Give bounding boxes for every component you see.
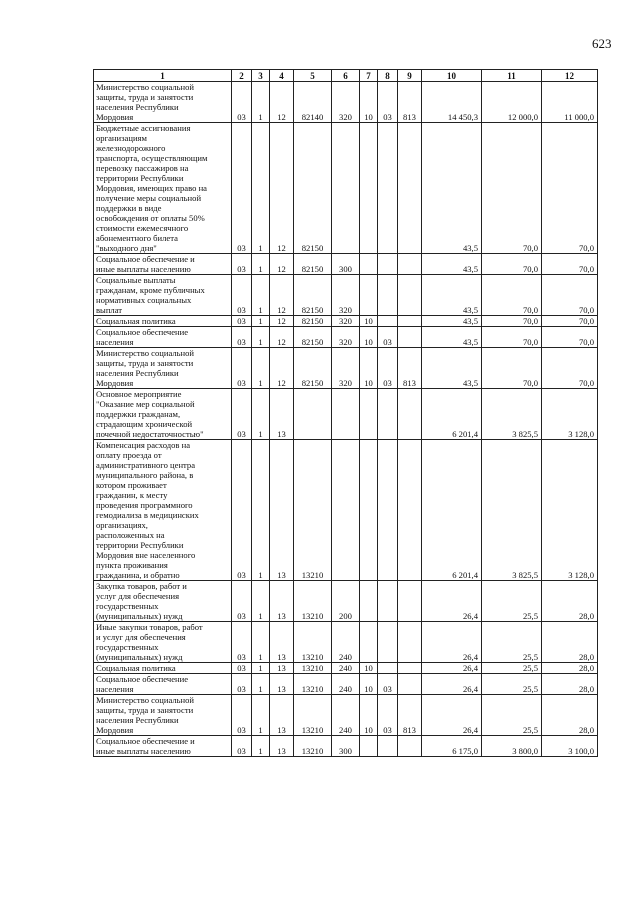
row-cell: [378, 389, 398, 440]
row-cell: [398, 581, 422, 622]
row-cell: 1: [252, 674, 270, 695]
row-cell: 03: [232, 440, 252, 581]
row-cell: 10: [360, 695, 378, 736]
row-cell: 1: [252, 316, 270, 327]
row-cell: [332, 440, 360, 581]
row-cell: 03: [232, 389, 252, 440]
row-cell: 13: [270, 674, 294, 695]
row-cell: 03: [232, 736, 252, 757]
row-cell: [398, 123, 422, 254]
row-cell: [332, 389, 360, 440]
row-amount-cell: 70,0: [542, 316, 598, 327]
row-cell: 13210: [294, 674, 332, 695]
row-name-cell: Министерство социальной защиты, труда и занятости населения Республики Мордовия: [94, 348, 232, 389]
row-amount-cell: 28,0: [542, 581, 598, 622]
row-cell: 03: [378, 82, 398, 123]
table-row: [94, 736, 598, 757]
row-cell: [398, 327, 422, 348]
row-cell: 1: [252, 440, 270, 581]
row-cell: 03: [232, 674, 252, 695]
row-cell: [398, 275, 422, 316]
table-row: [94, 348, 598, 389]
row-cell: [398, 674, 422, 695]
row-cell: 1: [252, 622, 270, 663]
row-cell: 240: [332, 695, 360, 736]
table-row: [94, 254, 598, 275]
row-cell: 03: [378, 695, 398, 736]
row-cell: [378, 736, 398, 757]
row-cell: 03: [378, 327, 398, 348]
row-amount-cell: 3 825,5: [482, 440, 542, 581]
row-cell: 82150: [294, 348, 332, 389]
row-amount-cell: 25,5: [482, 581, 542, 622]
row-cell: 300: [332, 254, 360, 275]
row-amount-cell: 70,0: [482, 327, 542, 348]
row-cell: 13210: [294, 663, 332, 674]
row-amount-cell: 26,4: [422, 581, 482, 622]
row-cell: 320: [332, 327, 360, 348]
row-name-cell: Основное мероприятие "Оказание мер социальной поддержки гражданам, страдающим хронической почечной недостаточностью": [94, 389, 232, 440]
row-name-cell: Социальное обеспечение и иные выплаты населению: [94, 254, 232, 275]
row-amount-cell: 70,0: [542, 348, 598, 389]
row-name-cell: Министерство социальной защиты, труда и занятости населения Республики Мордовия: [94, 695, 232, 736]
row-cell: 13210: [294, 581, 332, 622]
table-header-row: [94, 70, 598, 82]
row-amount-cell: 3 825,5: [482, 389, 542, 440]
row-cell: [360, 622, 378, 663]
row-amount-cell: 3 100,0: [542, 736, 598, 757]
col-header: 4: [270, 70, 294, 82]
row-amount-cell: 3 800,0: [482, 736, 542, 757]
row-name-cell: Социальная политика: [94, 663, 232, 674]
row-amount-cell: 6 201,4: [422, 440, 482, 581]
row-cell: 1: [252, 581, 270, 622]
row-cell: [360, 389, 378, 440]
row-name-cell: Иные закупки товаров, работ и услуг для обеспечения государственных (муниципальных) нужд: [94, 622, 232, 663]
row-cell: 10: [360, 348, 378, 389]
row-cell: 82150: [294, 254, 332, 275]
row-name-cell: Социальное обеспечение населения: [94, 674, 232, 695]
row-amount-cell: 28,0: [542, 695, 598, 736]
row-cell: 813: [398, 695, 422, 736]
row-cell: 13: [270, 736, 294, 757]
row-cell: [378, 581, 398, 622]
row-cell: 320: [332, 275, 360, 316]
row-cell: [378, 275, 398, 316]
row-cell: 1: [252, 348, 270, 389]
row-cell: 82150: [294, 275, 332, 316]
row-cell: 12: [270, 327, 294, 348]
row-name-cell: Министерство социальной защиты, труда и занятости населения Республики Мордовия: [94, 82, 232, 123]
row-cell: 10: [360, 327, 378, 348]
row-name-cell: Социальные выплаты гражданам, кроме публичных нормативных социальных выплат: [94, 275, 232, 316]
row-cell: 82150: [294, 327, 332, 348]
row-cell: 1: [252, 82, 270, 123]
row-name-cell: Бюджетные ассигнования организациям железнодорожного транспорта, осуществляющим перевозку пассажиров на территории Республики Мордовия, имеющих право на получение меры социальной поддержки в виде освобождения от оплаты 50% стоимости ежемесячного абонементного билета "выходного дня": [94, 123, 232, 254]
row-cell: 1: [252, 327, 270, 348]
row-cell: 1: [252, 254, 270, 275]
table-row: [94, 674, 598, 695]
row-cell: 12: [270, 82, 294, 123]
budget-table: [93, 69, 598, 757]
row-amount-cell: 26,4: [422, 622, 482, 663]
row-cell: 13210: [294, 622, 332, 663]
row-amount-cell: 3 128,0: [542, 440, 598, 581]
row-cell: [378, 663, 398, 674]
row-cell: 82140: [294, 82, 332, 123]
row-cell: 82150: [294, 123, 332, 254]
row-cell: 13: [270, 622, 294, 663]
row-cell: 03: [232, 622, 252, 663]
row-cell: 12: [270, 348, 294, 389]
row-cell: [378, 316, 398, 327]
row-cell: 1: [252, 389, 270, 440]
row-name-cell: Компенсация расходов на оплату проезда от административного центра муниципального района, в котором проживает гражданин, к месту проведения программного гемодиализа в медицинских организациях, расположенных на территории Республики Мордовия вне населенного пункта проживания гражданина, и обратно: [94, 440, 232, 581]
row-amount-cell: 28,0: [542, 663, 598, 674]
row-cell: 03: [378, 674, 398, 695]
row-cell: 320: [332, 348, 360, 389]
col-header: 6: [332, 70, 360, 82]
row-cell: 13210: [294, 736, 332, 757]
row-cell: [378, 440, 398, 581]
table-row: [94, 622, 598, 663]
row-amount-cell: 26,4: [422, 663, 482, 674]
row-amount-cell: 43,5: [422, 327, 482, 348]
row-cell: 13210: [294, 440, 332, 581]
row-cell: 320: [332, 82, 360, 123]
row-cell: 1: [252, 695, 270, 736]
row-cell: 03: [232, 275, 252, 316]
row-cell: 13: [270, 581, 294, 622]
row-cell: [360, 736, 378, 757]
row-cell: [360, 440, 378, 581]
row-amount-cell: 3 128,0: [542, 389, 598, 440]
row-cell: 12: [270, 123, 294, 254]
row-name-cell: Социальное обеспечение населения: [94, 327, 232, 348]
row-name-cell: Закупка товаров, работ и услуг для обеспечения государственных (муниципальных) нужд: [94, 581, 232, 622]
row-cell: [360, 275, 378, 316]
row-cell: 03: [378, 348, 398, 389]
row-amount-cell: 70,0: [542, 327, 598, 348]
row-cell: 13: [270, 389, 294, 440]
row-cell: 10: [360, 316, 378, 327]
row-cell: 200: [332, 581, 360, 622]
row-cell: 10: [360, 82, 378, 123]
row-cell: 12: [270, 316, 294, 327]
row-amount-cell: 70,0: [482, 254, 542, 275]
col-header: 9: [398, 70, 422, 82]
row-cell: 13: [270, 695, 294, 736]
row-cell: [398, 622, 422, 663]
row-amount-cell: 70,0: [482, 348, 542, 389]
row-amount-cell: 11 000,0: [542, 82, 598, 123]
table-row: [94, 123, 598, 254]
col-header: 8: [378, 70, 398, 82]
row-amount-cell: 6 201,4: [422, 389, 482, 440]
row-amount-cell: 12 000,0: [482, 82, 542, 123]
col-header: 11: [482, 70, 542, 82]
row-cell: [378, 622, 398, 663]
table-body: [94, 82, 598, 757]
row-cell: 03: [232, 316, 252, 327]
row-cell: 813: [398, 348, 422, 389]
row-cell: 1: [252, 275, 270, 316]
row-amount-cell: 70,0: [542, 275, 598, 316]
row-cell: [360, 254, 378, 275]
row-name-cell: Социальное обеспечение и иные выплаты населению: [94, 736, 232, 757]
col-header: 10: [422, 70, 482, 82]
row-cell: 1: [252, 123, 270, 254]
row-amount-cell: 6 175,0: [422, 736, 482, 757]
row-amount-cell: 70,0: [542, 254, 598, 275]
col-header: 2: [232, 70, 252, 82]
row-cell: 300: [332, 736, 360, 757]
row-cell: [332, 123, 360, 254]
row-cell: 1: [252, 736, 270, 757]
row-cell: 03: [232, 581, 252, 622]
row-cell: 10: [360, 674, 378, 695]
row-cell: 240: [332, 674, 360, 695]
table-row: [94, 663, 598, 674]
row-cell: 10: [360, 663, 378, 674]
row-cell: [398, 254, 422, 275]
row-cell: [360, 123, 378, 254]
table-row: [94, 275, 598, 316]
row-amount-cell: 43,5: [422, 254, 482, 275]
table-row: [94, 389, 598, 440]
row-amount-cell: 43,5: [422, 348, 482, 389]
col-header: 1: [94, 70, 232, 82]
row-cell: 03: [232, 82, 252, 123]
row-cell: 13: [270, 663, 294, 674]
page-number: 623: [592, 36, 612, 51]
row-cell: 240: [332, 663, 360, 674]
row-cell: [378, 254, 398, 275]
row-cell: [398, 663, 422, 674]
row-cell: 12: [270, 275, 294, 316]
row-amount-cell: 26,4: [422, 695, 482, 736]
row-amount-cell: 14 450,3: [422, 82, 482, 123]
row-amount-cell: 43,5: [422, 123, 482, 254]
row-cell: [360, 581, 378, 622]
row-cell: 03: [232, 663, 252, 674]
row-amount-cell: 70,0: [542, 123, 598, 254]
row-amount-cell: 28,0: [542, 622, 598, 663]
row-cell: [398, 316, 422, 327]
row-amount-cell: 43,5: [422, 275, 482, 316]
row-cell: [398, 736, 422, 757]
table-row: [94, 440, 598, 581]
table-row: [94, 82, 598, 123]
row-cell: 13210: [294, 695, 332, 736]
row-cell: 03: [232, 123, 252, 254]
row-cell: 13: [270, 440, 294, 581]
row-amount-cell: 26,4: [422, 674, 482, 695]
row-cell: 813: [398, 82, 422, 123]
row-cell: 03: [232, 348, 252, 389]
row-cell: 03: [232, 254, 252, 275]
row-amount-cell: 43,5: [422, 316, 482, 327]
row-amount-cell: 25,5: [482, 674, 542, 695]
row-cell: 12: [270, 254, 294, 275]
row-cell: [398, 389, 422, 440]
row-cell: 320: [332, 316, 360, 327]
col-header: 5: [294, 70, 332, 82]
row-amount-cell: 25,5: [482, 695, 542, 736]
row-cell: 03: [232, 695, 252, 736]
row-amount-cell: 70,0: [482, 123, 542, 254]
row-amount-cell: 25,5: [482, 663, 542, 674]
row-amount-cell: 28,0: [542, 674, 598, 695]
col-header: 3: [252, 70, 270, 82]
table-row: [94, 581, 598, 622]
row-cell: 1: [252, 663, 270, 674]
row-cell: [398, 440, 422, 581]
table-row: [94, 316, 598, 327]
row-cell: 03: [232, 327, 252, 348]
table-row: [94, 327, 598, 348]
row-cell: 82150: [294, 316, 332, 327]
row-cell: [294, 389, 332, 440]
col-header: 12: [542, 70, 598, 82]
row-name-cell: Социальная политика: [94, 316, 232, 327]
table-row: [94, 695, 598, 736]
row-amount-cell: 25,5: [482, 622, 542, 663]
row-amount-cell: 70,0: [482, 275, 542, 316]
col-header: 7: [360, 70, 378, 82]
row-amount-cell: 70,0: [482, 316, 542, 327]
row-cell: 240: [332, 622, 360, 663]
row-cell: [378, 123, 398, 254]
